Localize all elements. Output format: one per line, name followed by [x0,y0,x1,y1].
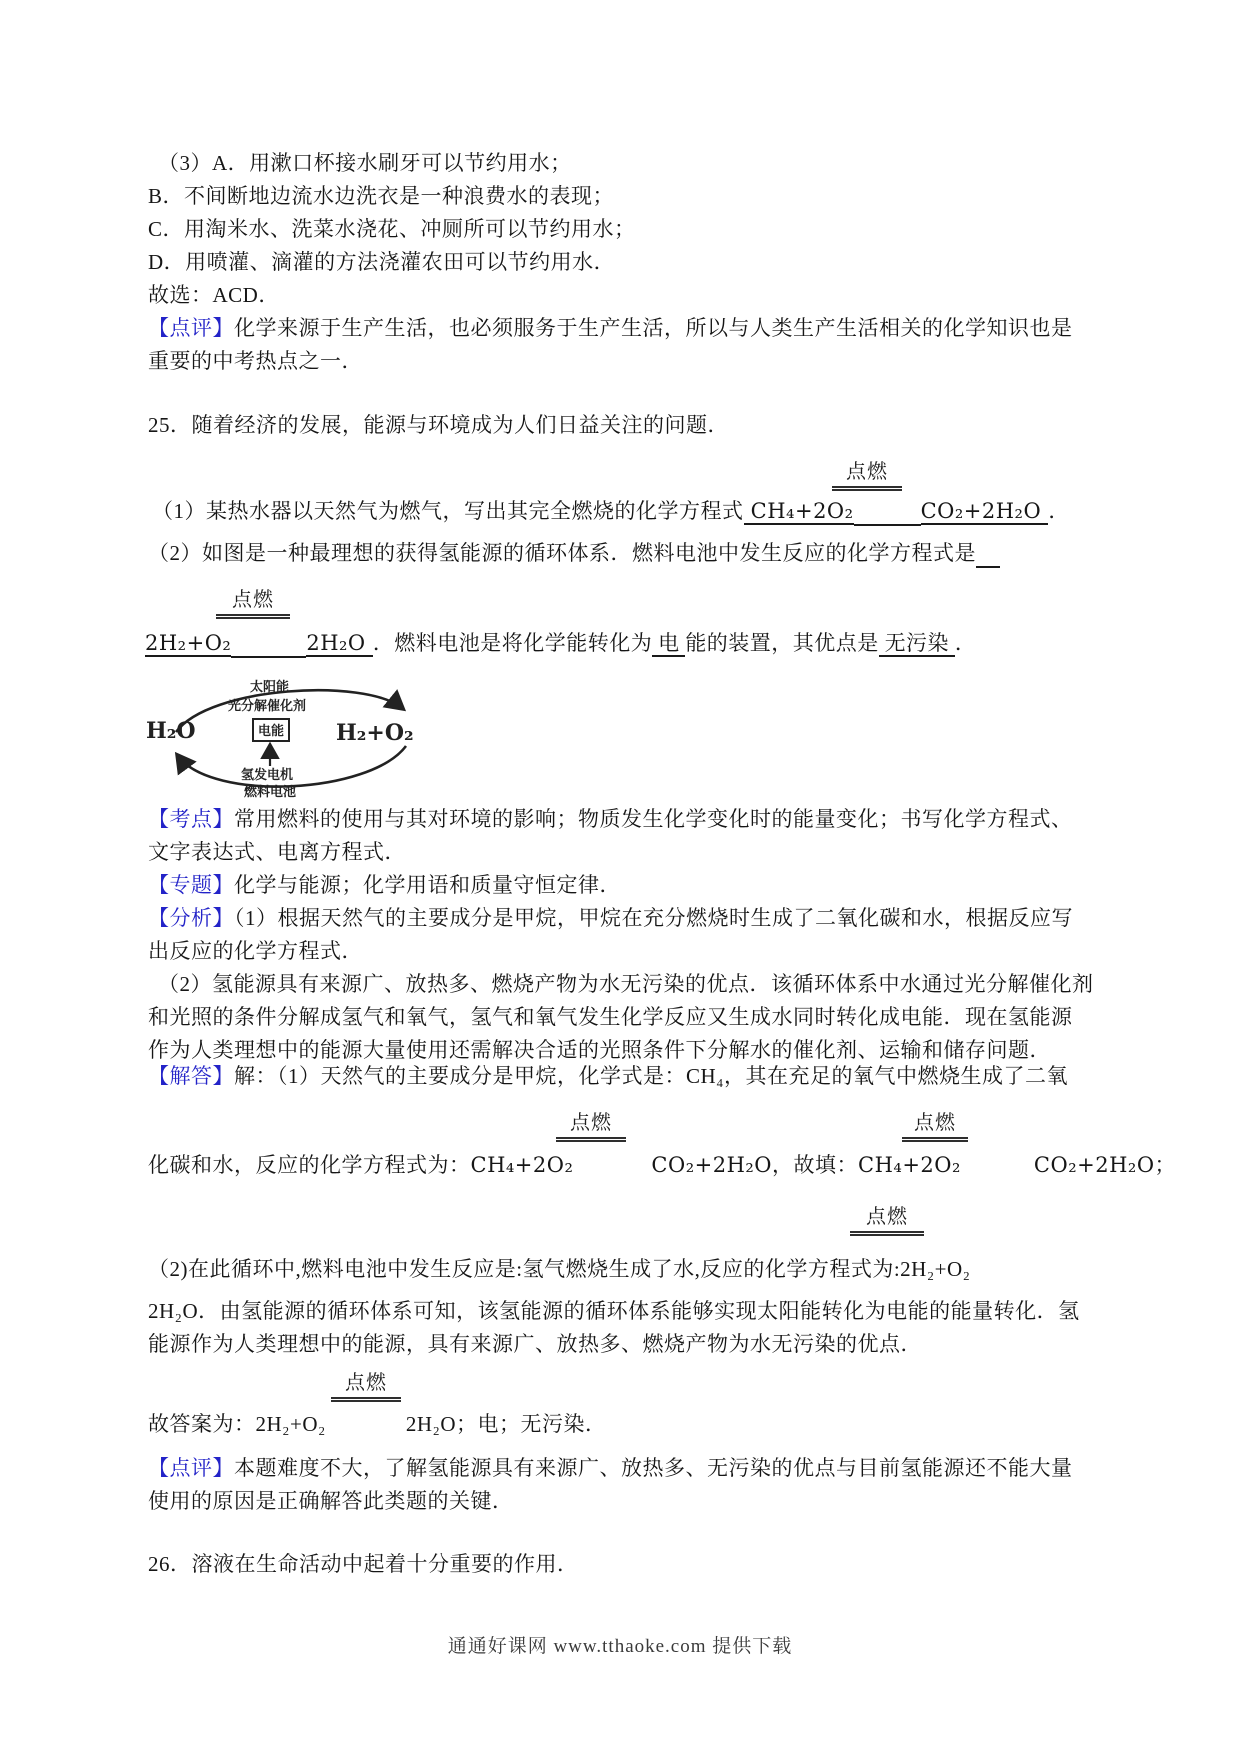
q26-title: 26．溶液在生命活动中起着十分重要的作用． [148,1552,579,1576]
final-answer-line [148,1411,606,1437]
q24-option-b: B．不间断地边流水边洗衣是一种浪费水的表现； [148,184,615,208]
q25-fuelcell-line [145,630,976,658]
final-answer-pre: 故答案为：2H₂+O₂ [148,1412,326,1436]
ignite-condition-1: 点燃 [832,455,902,491]
part1-period: ． [1048,499,1070,523]
diagram-solar-label: 太阳能 [250,679,290,694]
q24-option-a: （3）A．用漱口杯接水刷牙可以节约用水； [158,151,572,175]
zhuanti-text: 化学与能源；化学用语和质量守恒定律． [234,873,621,897]
kaodian-line1 [148,806,1073,832]
fenxi-line4: 和光照的条件分解成氢气和氧气，氢气和氧气发生化学反应又生成水同时转化成电能．现在氢能源 [148,1005,1073,1029]
part1-products: CO₂+2H₂O [920,499,1049,523]
reaction-arrow-gap-5 [326,1411,406,1412]
dianping-line1 [148,1455,1073,1481]
diagram-catalyst-label: 光分解催化剂 [228,698,307,713]
jieda-line5: 能源作为人类理想中的能源，具有来源广、放热多、燃烧产物为水无污染的优点． [148,1332,922,1356]
eq2-reactants: 2H₂+O₂ [145,631,232,655]
ignite-condition-2: 点燃 [216,583,290,619]
diagram-electric-box: 电能 [252,718,290,742]
dianping-text1: 本题难度不大，了解氢能源具有来源广、放热多、无污染的优点与目前氢能源还不能大量 [234,1456,1073,1480]
reaction-arrow-gap-4 [961,1152,1034,1153]
kaodian-label: 【考点】 [148,807,234,831]
dianping-line2: 使用的原因是正确解答此类题的关键． [148,1489,514,1513]
hydrogen-cycle-diagram [140,672,440,806]
eq2-mid2: 能的装置，其优点是 [685,631,879,655]
fenxi-line3: （2）氢能源具有来源广、放热多、燃烧产物为水无污染的优点．该循环体系中水通过光分解催化剂 [158,972,1094,996]
jieda-eq-pre: 化碳和水，反应的化学方程式为： [148,1153,471,1177]
blank-electric: 电 [652,631,686,655]
part1-text: （1）某热水器以天然气为燃气，写出其完全燃烧的化学方程式 [152,499,744,523]
jieda-label: 【解答】 [148,1064,234,1088]
fenxi-label: 【分析】 [148,906,234,930]
ignite-condition-3: 点燃 [556,1106,626,1142]
jieda-line3: （2)在此循环中,燃料电池中发生反应是:氢气燃烧生成了水,反应的化学方程式为:2H₂+O₂ [148,1257,971,1281]
eq2-period: ． [954,631,977,655]
diagram-gases-label: H₂+O₂ [336,720,414,746]
jieda-eq-reactants-2: CH₄+2O₂ [858,1153,961,1177]
dianping-label: 【点评】 [148,1456,234,1480]
jieda-equation-line [148,1152,1176,1178]
part2-text: （2）如图是一种最理想的获得氢能源的循环体系．燃料电池中发生反应的化学方程式是 [148,541,976,565]
blank-no-pollution: 无污染 [878,631,955,655]
reaction-arrow-gap-3 [573,1152,651,1153]
part2-answer-blank [976,540,1000,568]
diagram-water-label: H₂O [146,718,196,744]
jieda-eq-products-1: CO₂+2H₂O， [651,1153,794,1177]
q24-answer: 故选：ACD． [148,283,280,307]
final-answer-rest: 2H₂O；电；无污染． [405,1412,607,1436]
jieda-eq-reactants-1: CH₄+2O₂ [470,1153,574,1177]
review-label: 【点评】 [148,316,234,340]
page-footer: 通通好课网 www.tthaoke.com 提供下载 [447,1636,793,1657]
ignite-condition-6: 点燃 [331,1366,401,1402]
fenxi-line5: 作为人类理想中的能源大量使用还需解决合适的光照条件下分解水的催化剂、运输和储存问题． [148,1038,1051,1062]
eq2-mid1: ．燃料电池是将化学能转化为 [372,631,653,655]
jieda-eq-products-2: CO₂+2H₂O； [1033,1153,1177,1177]
reaction-arrow-gap-2 [231,630,306,658]
review-text1: 化学来源于生产生活，也必须服务于生产生活，所以与人类生产生活相关的化学知识也是 [234,316,1073,340]
diagram-fuelcell-label: 燃料电池 [244,784,297,799]
fenxi-text1: （1）根据天然气的主要成分是甲烷，甲烷在充分燃烧时生成了二氧化碳和水，根据反应写 [234,906,1073,930]
ignite-condition-5: 点燃 [850,1200,924,1236]
jieda-eq-mid: 故填： [793,1153,859,1177]
q25-title: 25．随着经济的发展，能源与环境成为人们日益关注的问题． [148,413,729,437]
q24-review-line1 [148,315,1073,341]
q24-option-c: C．用淘米水、洗菜水浇花、冲厕所可以节约用水； [148,217,636,241]
q24-option-d: D．用喷灌、滴灌的方法浇灌农田可以节约用水． [148,250,616,274]
q25-part2-line [148,540,1000,568]
q25-part1-line [152,498,1070,526]
ignite-condition-4: 点燃 [902,1106,968,1142]
fenxi-line2: 出反应的化学方程式． [148,939,363,963]
jieda-text1: 解：（1）天然气的主要成分是甲烷，化学式是：CH₄，其在充足的氧气中燃烧生成了二氧 [234,1064,1068,1088]
zhuanti-line [148,872,621,898]
jieda-line4: 2H₂O．由氢能源的循环体系可知，该氢能源的循环体系能够实现太阳能转化为电能的能量转化．氢 [148,1299,1080,1323]
part1-reactants: CH₄+2O₂ [743,499,854,523]
diagram-generator-label: 氢发电机 [241,767,294,782]
reaction-arrow-gap-1 [854,498,921,526]
fenxi-line1 [148,905,1073,931]
kaodian-text1: 常用燃料的使用与其对环境的影响；物质发生化学变化时的能量变化；书写化学方程式、 [234,807,1073,831]
q24-review-line2: 重要的中考热点之一． [148,349,363,373]
zhuanti-label: 【专题】 [148,873,234,897]
kaodian-line2: 文字表达式、电离方程式． [148,840,406,864]
eq2-product: 2H₂O [306,631,373,655]
jieda-line1 [148,1063,1068,1089]
